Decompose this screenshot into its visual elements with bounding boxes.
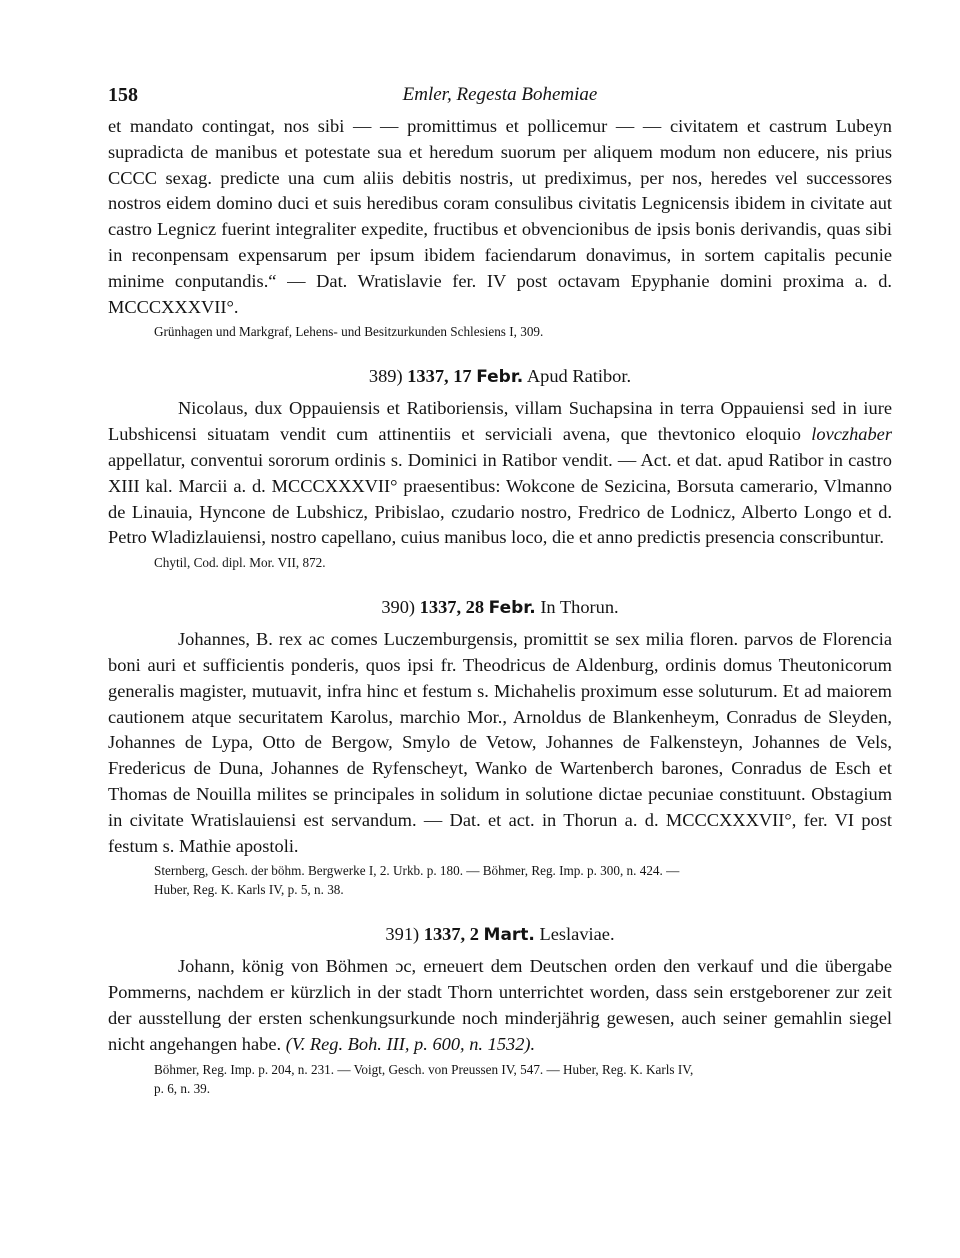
source-line: Böhmer, Reg. Imp. p. 204, n. 231. — Voigt, Gesch. von Preussen IV, 547. — Huber, Reg. K. Karls IV, [154, 1061, 694, 1077]
entry-390-text [108, 627, 892, 859]
entry-place: Leslaviae. [539, 924, 615, 945]
entry-text-italic: (V. Reg. Boh. III, p. 600, n. 1532). [285, 1033, 536, 1054]
entry-place: Apud Ratibor. [526, 366, 632, 387]
entry-391-source [108, 1060, 892, 1098]
entry-390-heading [108, 594, 892, 621]
entry-text-italic: lovczhaber [811, 424, 892, 445]
entry-text-part: Johann, könig von Böhmen ɔc, erneuert dem Deutschen orden den verkauf und die übergabe Pommerns, nachdem er kürzlich in der stadt Thorn unterrichtet worden, dass sein erstgeborener zur zeit der ausstellung der ersten schenkungsurkunde noch minderjährig gewesen, auch seiner gemahlin siegel nicht angehangen habe. [108, 956, 892, 1054]
entry-389-source [108, 553, 892, 572]
continuation-paragraph: et mandato contingat, nos sibi — — promittimus et pollicemur — — civitatem et castrum Lubeyn supradicta de manibus et potestate sua et heredum suorum per aliquem modum non educere, nis prius CCCC sexag. predicte una cum aliis debitis nostris, ut prediximus, per nos, heredes vel successores nostros eidem domino duci et suis heredibus coram consulibus civitatis Legnicensis ibidem in civitate aut castro Legnicz fuerint integraliter expedite, fructibus et obvencionibus de ipsis bonis derivandis, quas sibi in reconpensam expensarum per ipsum ibidem faciendarum donavimus, in sortem capitalis pecunie minime conputandis.“ — Dat. Wratislavie fer. IV post octavam Epyphanie domini proxima a. d. MCCCXXXVII°. [108, 116, 892, 317]
entry-391-text [108, 954, 892, 1057]
source-line: Sternberg, Gesch. der böhm. Bergwerke I, 2. Urkb. p. 180. — Böhmer, Reg. Imp. p. 300, n. 424. — [154, 863, 680, 879]
entry-text-part: appellatur, conventui sororum ordinis s. Dominici in Ratibor vendit. — Act. et dat. apud Ratibor in castro XIII kal. Marcii a. d. MCCCXXXVII° praesentibus: Wokcone de Sezicina, Borsuta camerario, Vlmanno de Linauia, Hyncone de Lubshicz, Pribislao, czudario nostro, Fredrico de Lodnicz, Alberto Longo et d. Petro Wladizlauiensi, nostro capellano, cuius manibus loco, die et anno predictis presencia conscribuntur. [108, 449, 892, 548]
entry-date: 1337, 17 [407, 366, 472, 387]
entry-391-heading [108, 921, 892, 948]
continuation-source: Grünhagen und Markgraf, Lehens- und Besitzurkunden Schlesiens I, 309. [154, 324, 544, 340]
document-page [108, 84, 892, 1098]
entry-date: 1337, 28 [419, 597, 485, 618]
entry-text-part: Nicolaus, dux Oppauiensis et Ratiboriensis, villam Suchapsina in terra Oppauiensi sed in iure Lubshicensi situatam vendit cum attinentiis et serviciali avena, que thevtonico eloquio [108, 398, 892, 445]
entry-389-text [108, 396, 892, 551]
entry-month: Mart. [483, 925, 535, 946]
entry-place: In Thorun. [540, 597, 619, 618]
source-line: p. 6, n. 39. [154, 1080, 211, 1096]
page-number: 158 [108, 84, 138, 106]
entry-number: 390) [381, 597, 416, 618]
source-line: Huber, Reg. K. Karls IV, p. 5, n. 38. [154, 882, 344, 898]
entry-389-heading [108, 363, 892, 390]
entry-date: 1337, 2 [423, 924, 479, 945]
source-line: Chytil, Cod. dipl. Mor. VII, 872. [154, 555, 326, 571]
entry-text-part: Johannes, B. rex ac comes Luczemburgensis, promittit se sex milia floren. parvos de Florencia boni auri et sufficientis ponderis, quos ipsi fr. Theodricus de Aldenburg, ordinis domus Theutonicorum generalis magister, mutuavit, infra hinc et festum s. Michahelis proximum esse soluturum. Et ad maiorem cautionem atque securitatem Karolus, marchio Mor., Arnoldus de Blankenheym, Conradus de Sleyden, Johannes de Lypa, Otto de Bergow, Smylo de Vetow, Johannes de Falkensteyn, Johannes de Vels, Fredericus de Duna, Johannes de Ryfenscheyt, Wanko de Wartenberch barones, Conradus de Esch et Thomas de Nouilla milites se principales in solidum in solutione dictae pecuniae constituunt. Obstagium in civitate Wratislauiensi est servandum. — Dat. et act. in Thorun a. d. MCCCXXXVII°, fer. VI post festum s. Mathie apostoli. [108, 629, 892, 856]
entry-month: Febr. [476, 367, 524, 388]
running-head [108, 84, 892, 114]
entry-month: Febr. [488, 598, 536, 619]
running-title: Emler, Regesta Bohemiae [402, 84, 598, 105]
entry-number: 391) [385, 924, 420, 945]
entry-390-source [108, 861, 892, 899]
entry-number: 389) [368, 366, 403, 387]
